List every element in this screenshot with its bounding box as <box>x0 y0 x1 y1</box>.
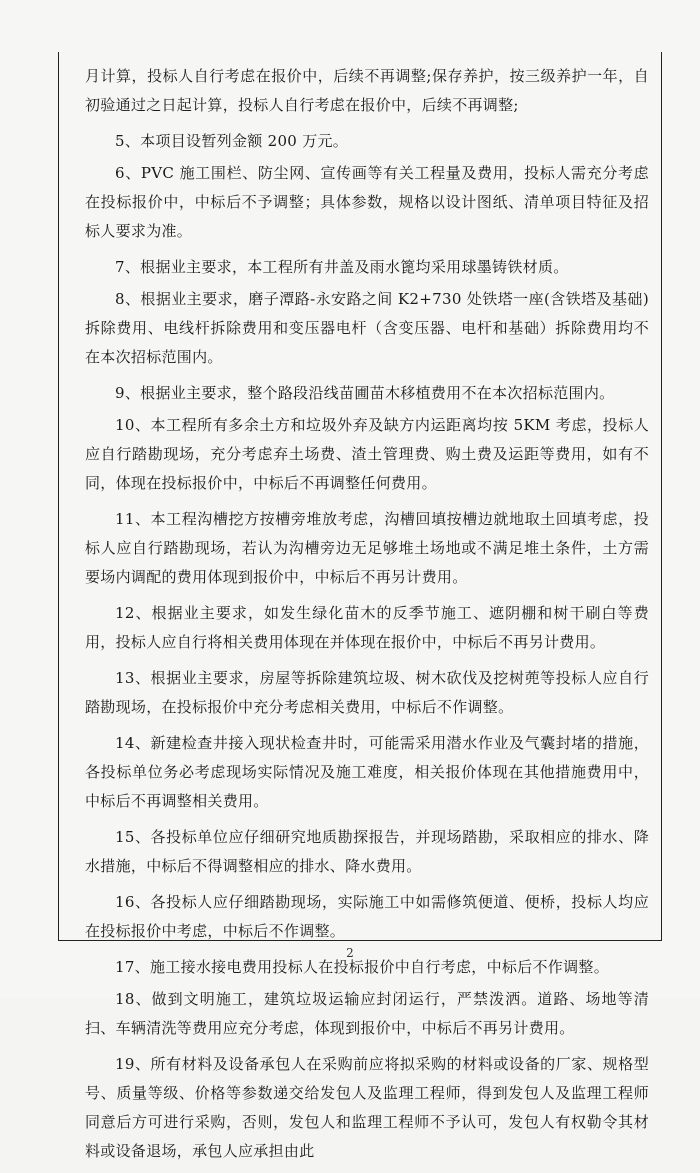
paragraph-item-8: 8、根据业主要求，磨子潭路-永安路之间 K2+730 处铁塔一座(含铁塔及基础)拆除费用、电线杆拆除费用和变压器电杆（含变压器、电杆和基础）拆除费用均不在本次招标范围内。 <box>85 290 649 366</box>
paragraph-continuation: 月计算，投标人自行考虑在报价中，后续不再调整;保存养护，按三级养护一年，自初验通过之日起计算，投标人自行考虑在报价中，后续不再调整; <box>85 67 649 114</box>
paragraph-item-10: 10、本工程所有多余土方和垃圾外弃及缺方内运距离均按 5KM 考虑，投标人应自行踏勘现场，充分考虑弃土场费、渣土管理费、购土费及运距等费用，如有不同，体现在投标报价中，中标后不再调整任何费用。 <box>85 416 649 492</box>
paragraph-item-12: 12、根据业主要求，如发生绿化苗木的反季节施工、遮阴棚和树干刷白等费用，投标人应自行将相关费用体现在并体现在报价中，中标后不再另计费用。 <box>85 604 649 651</box>
bordered-text-frame <box>58 52 662 1160</box>
page-number: 2 <box>346 946 354 960</box>
paragraph-item-19: 19、所有材料及设备承包人在采购前应将拟采购的材料或设备的厂家、规格型号、质量等级、价格等参数递交给发包人及监理工程师，得到发包人及监理工程师同意后方可进行采购，否则，发包人和监理工程师不予认可，发包人有权勒令其材料或设备退场，承包人应承担由此 <box>85 1055 649 1160</box>
paragraph-item-17: 17、施工接水接电费用投标人在投标报价中自行考虑，中标后不作调整。 <box>115 958 609 976</box>
paragraph-item-18: 18、做到文明施工，建筑垃圾运输应封闭运行，严禁泼洒。道路、场地等清扫、车辆清洗等费用应充分考虑，体现到报价中，中标后不再另计费用。 <box>85 990 649 1037</box>
paragraph-item-6: 6、PVC 施工围栏、防尘网、宣传画等有关工程量及费用，投标人需充分考虑在投标报价中，中标后不予调整；具体参数，规格以设计图纸、清单项目特征及招标人要求为准。 <box>85 164 649 240</box>
paragraph-item-11: 11、本工程沟槽挖方按槽旁堆放考虑，沟槽回填按槽边就地取土回填考虑，投标人应自行踏勘现场，若认为沟槽旁边无足够堆土场地或不满足堆土条件，土方需要场内调配的费用体现到报价中，中标后不再另计费用。 <box>85 510 649 586</box>
paragraph-item-5: 5、本项目设暂列金额 200 万元。 <box>115 132 349 150</box>
paragraph-item-9: 9、根据业主要求，整个路段沿线苗圃苗木移植费用不在本次招标范围内。 <box>115 384 615 402</box>
paragraph-item-13: 13、根据业主要求，房屋等拆除建筑垃圾、树木砍伐及挖树蔸等投标人应自行踏勘现场，在投标报价中充分考虑相关费用，中标后不作调整。 <box>85 669 649 716</box>
paragraph-item-7: 7、根据业主要求，本工程所有井盖及雨水篦均采用球墨铸铁材质。 <box>115 258 569 276</box>
paragraph-item-14: 14、新建检查井接入现状检查井时，可能需采用潜水作业及气囊封堵的措施，各投标单位务必考虑现场实际情况及施工难度，相关报价体现在其他措施费用中，中标后不再调整相关费用。 <box>85 734 649 810</box>
paragraph-item-16: 16、各投标人应仔细踏勘现场，实际施工中如需修筑便道、便桥，投标人均应在投标报价中考虑，中标后不作调整。 <box>85 893 649 940</box>
paragraph-item-15: 15、各投标单位应仔细研究地质勘探报告，并现场踏勘，采取相应的排水、降水措施，中标后不得调整相应的排水、降水费用。 <box>85 828 649 875</box>
document-body <box>85 62 649 1173</box>
